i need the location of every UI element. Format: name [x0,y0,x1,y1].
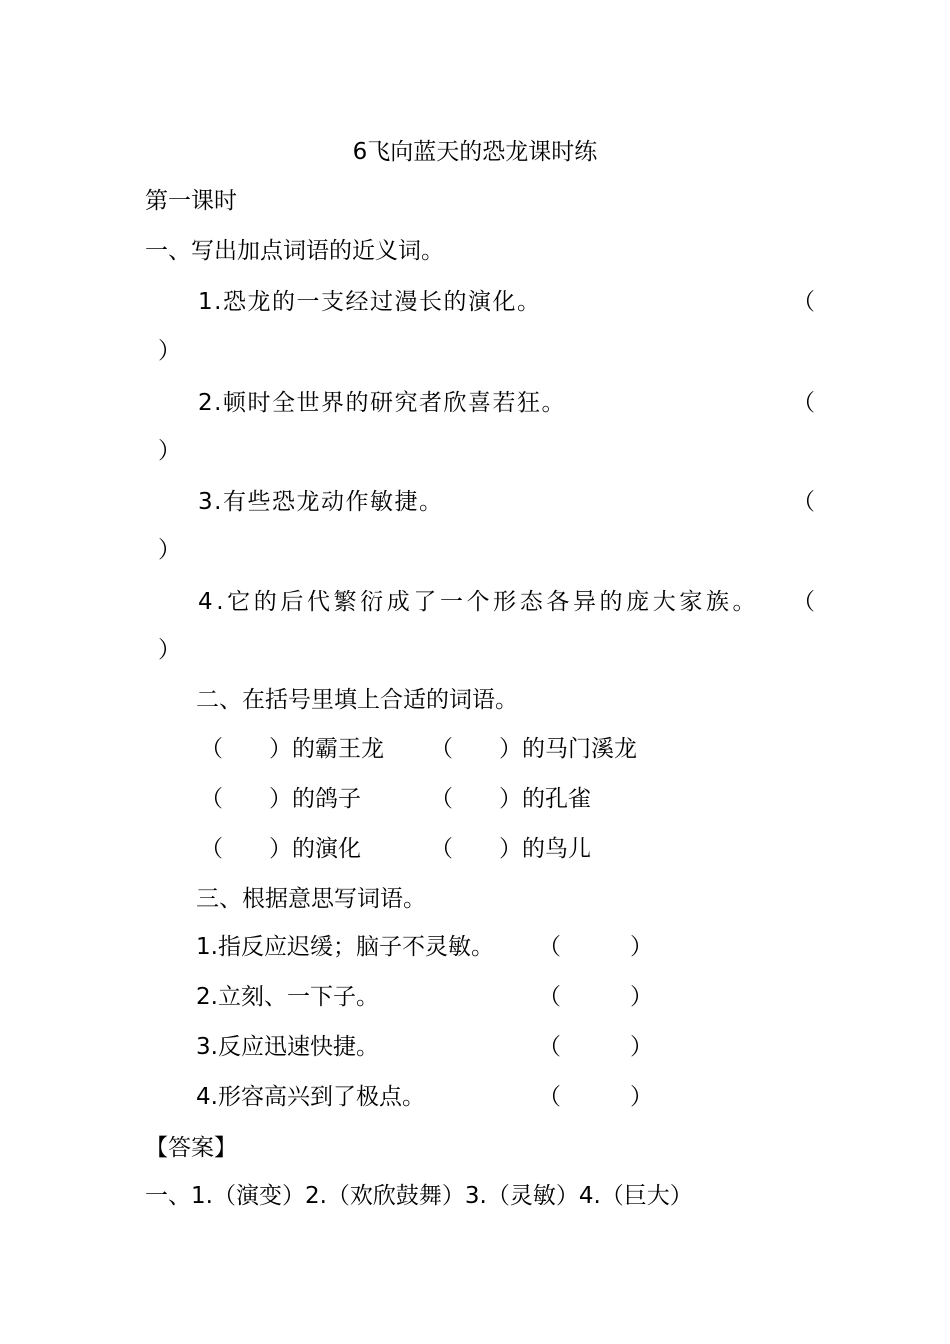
section1-item-3: 3.有些恐龙动作敏捷。 [198,489,444,515]
open-paren: （ [792,289,815,315]
answer-blank: （ ） [538,1084,653,1110]
section2-cell: （ ）的马门溪龙 [430,736,637,762]
section2-cell: （ ）的孔雀 [430,786,591,812]
section3-item-4: 4.形容高兴到了极点。 [196,1084,425,1110]
close-paren: ） [158,438,181,464]
close-paren: ） [158,537,181,563]
answer-blank: （ ） [538,934,653,960]
open-paren: （ [792,489,815,515]
section2-heading: 二、在括号里填上合适的词语。 [196,687,518,713]
section2-cell: （ ）的霸王龙 [200,736,384,762]
section2-cell: （ ）的鸟儿 [430,836,591,862]
answer-blank: （ ） [538,1034,653,1060]
answer-blank: （ ） [538,984,653,1010]
answer-line: 一、1.（演变）2.（欢欣鼓舞）3.（灵敏）4.（巨大） [145,1183,693,1209]
open-paren: （ [792,589,815,615]
answer-heading: 【答案】 [145,1135,237,1161]
section1-heading: 一、写出加点词语的近义词。 [145,238,444,264]
section3-item-3: 3.反应迅速快捷。 [196,1034,379,1060]
section3-item-2: 2.立刻、一下子。 [196,984,379,1010]
section1-item-1: 1.恐龙的一支经过漫长的演化。 [198,289,542,315]
close-paren: ） [158,637,181,663]
section3-heading: 三、根据意思写词语。 [196,886,426,912]
section2-cell: （ ）的鸽子 [200,786,361,812]
open-paren: （ [792,390,815,416]
close-paren: ） [158,338,181,364]
section1-item-2: 2.顿时全世界的研究者欣喜若狂。 [198,390,566,416]
page-title: 6飞向蓝天的恐龙课时练 [352,139,598,165]
section2-cell: （ ）的演化 [200,836,361,862]
lesson-label: 第一课时 [145,188,237,214]
section3-item-1: 1.指反应迟缓；脑子不灵敏。 [196,934,494,960]
section1-item-4: 4.它的后代繁衍成了一个形态各异的庞大家族。 [198,589,760,615]
